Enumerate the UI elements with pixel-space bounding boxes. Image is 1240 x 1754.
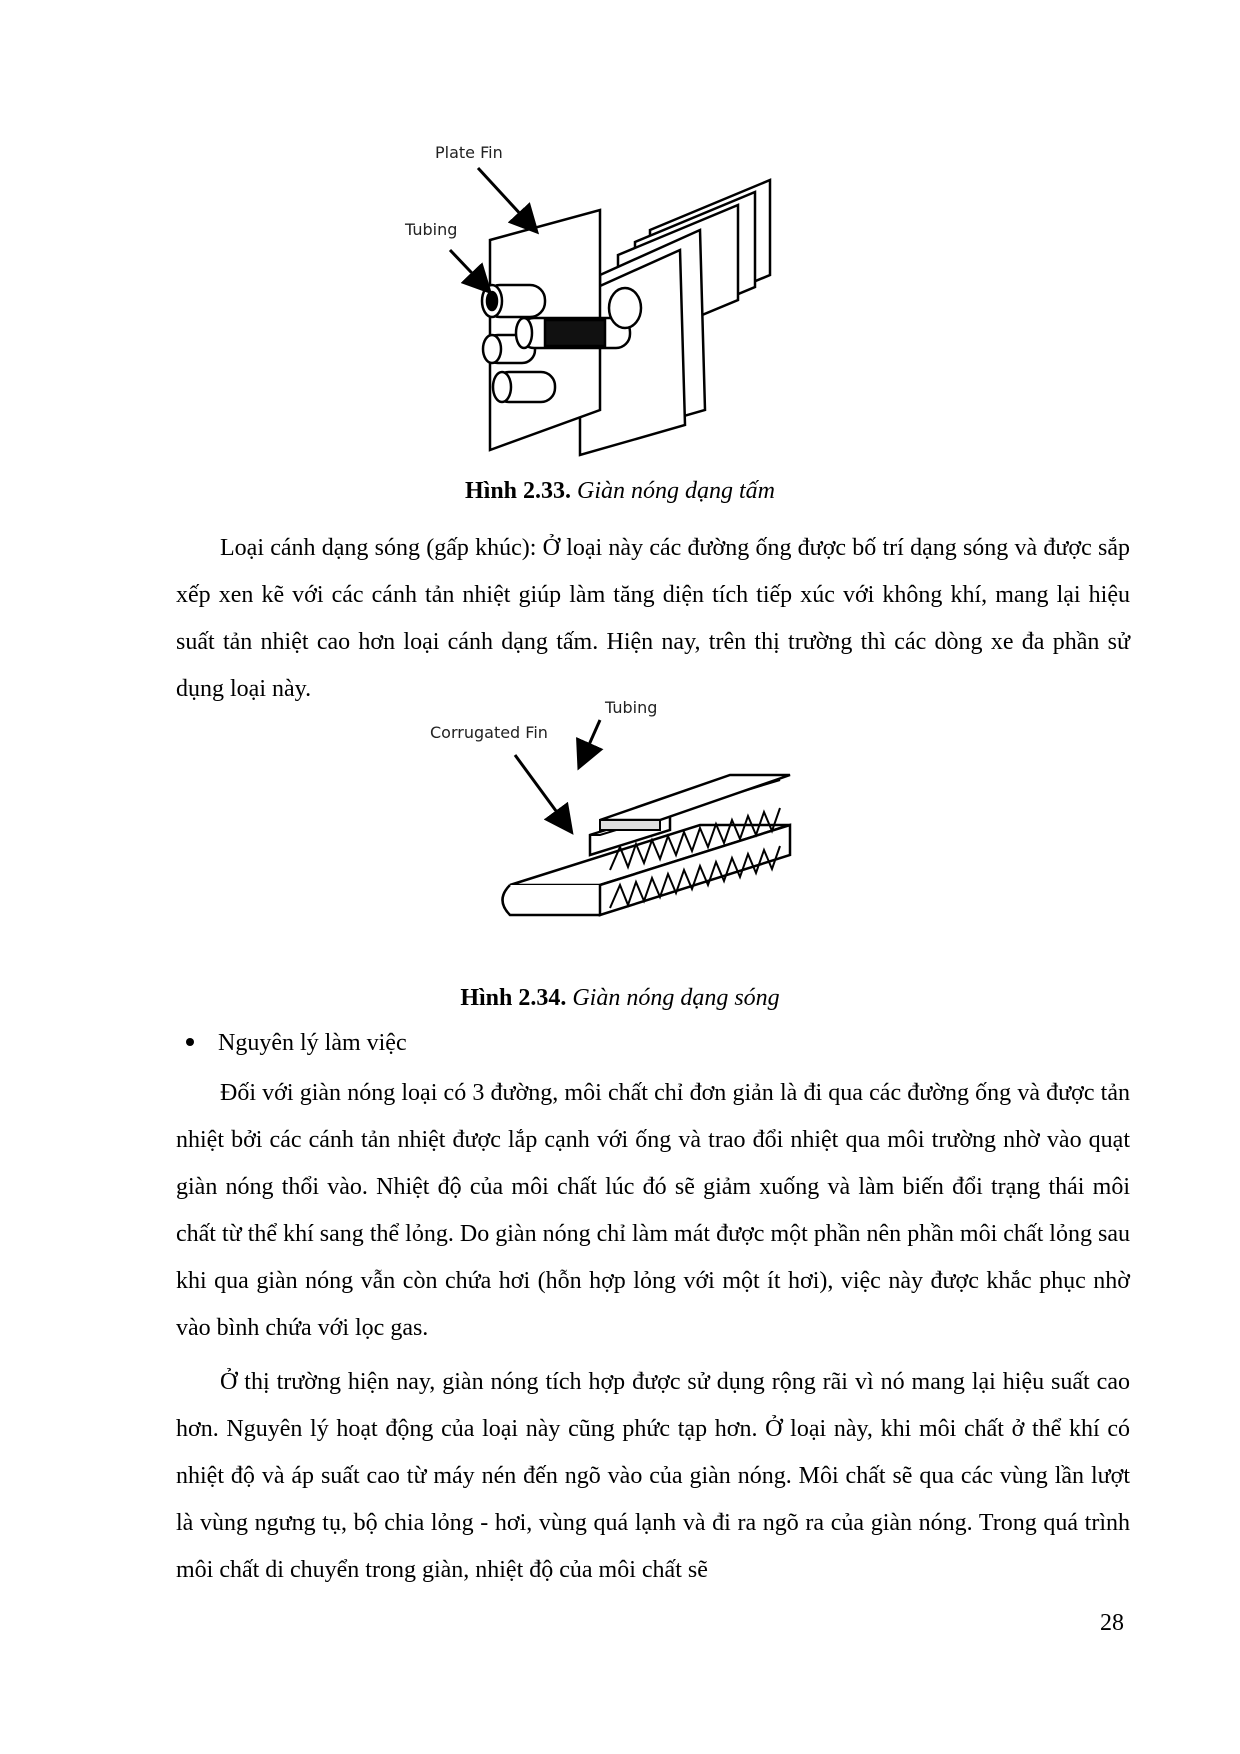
plate-fin-diagram [405, 143, 820, 460]
caption-title: Giàn nóng dạng sóng [572, 985, 780, 1011]
tubing-label: Tubing [605, 698, 658, 717]
figure-caption [0, 478, 1240, 505]
bullet-text: Nguyên lý làm việc [218, 1030, 407, 1056]
caption-number: Hình 2.34. [460, 985, 567, 1011]
body-paragraph: Ở thị trường hiện nay, giàn nóng tích hợp được sử dụng rộng rãi vì nó mang lại hiệu suất cao hơn. Nguyên lý hoạt động của loại này cũng phức tạp hơn. Ở loại này, khi môi chất ở thể khí có nhiệt độ và áp suất cao từ máy nén đến ngõ vào của giàn nóng. Môi chất sẽ qua các vùng lần lượt là vùng ngưng tụ, bộ chia lỏng - hơi, vùng quá lạnh và đi ra ngõ ra của giàn nóng. Trong quá trình môi chất di chuyển trong giàn, nhiệt độ của môi chất sẽ [176, 1369, 1130, 1583]
tubing-arrow [450, 250, 488, 290]
corrugated-fin-diagram [430, 698, 810, 955]
plate-fin-arrow [478, 168, 535, 230]
bullet-icon [186, 1038, 194, 1046]
corrugated-fin-arrow [515, 755, 570, 830]
plate-fin-label: Plate Fin [435, 143, 503, 162]
caption-number: Hình 2.33. [464, 478, 572, 504]
plate-fin-figure [405, 143, 820, 460]
page-number: 28 [1100, 1610, 1124, 1636]
body-paragraph: Đối với giàn nóng loại có 3 đường, môi chất chỉ đơn giản là đi qua các đường ống và được tản nhiệt bởi các cánh tản nhiệt được lắp cạnh với ống và trao đổi nhiệt qua môi trường nhờ vào quạt giàn nóng thổi vào. Nhiệt độ của môi chất lúc đó sẽ giảm xuống và làm biến đổi trạng thái môi chất từ thể khí sang thể lỏng. Do giàn nóng chỉ làm mát được một phần nên phần môi chất lỏng sau khi qua giàn nóng vẫn còn chứa hơi (hỗn hợp lỏng với một ít hơi), việc này được khắc phục nhờ vào bình chứa với lọc gas. [176, 1080, 1130, 1341]
tubing-arrow [580, 720, 600, 765]
corrugated-fin-figure [430, 698, 810, 955]
figure-caption [0, 985, 1240, 1012]
corrugated-fin-label: Corrugated Fin [430, 723, 548, 742]
tubing-label: Tubing [405, 220, 458, 239]
caption-title: Giàn nóng dạng tấm [577, 478, 776, 504]
body-paragraph: Loại cánh dạng sóng (gấp khúc): Ở loại này các đường ống được bố trí dạng sóng và được sắp xếp xen kẽ với các cánh tản nhiệt giúp làm tăng diện tích tiếp xúc với không khí, mang lại hiệu suất tản nhiệt cao hơn loại cánh dạng tấm. Hiện nay, trên thị trường thì các dòng xe đa phần sử dụng loại này. [176, 535, 1130, 702]
bullet-item [176, 1020, 407, 1067]
